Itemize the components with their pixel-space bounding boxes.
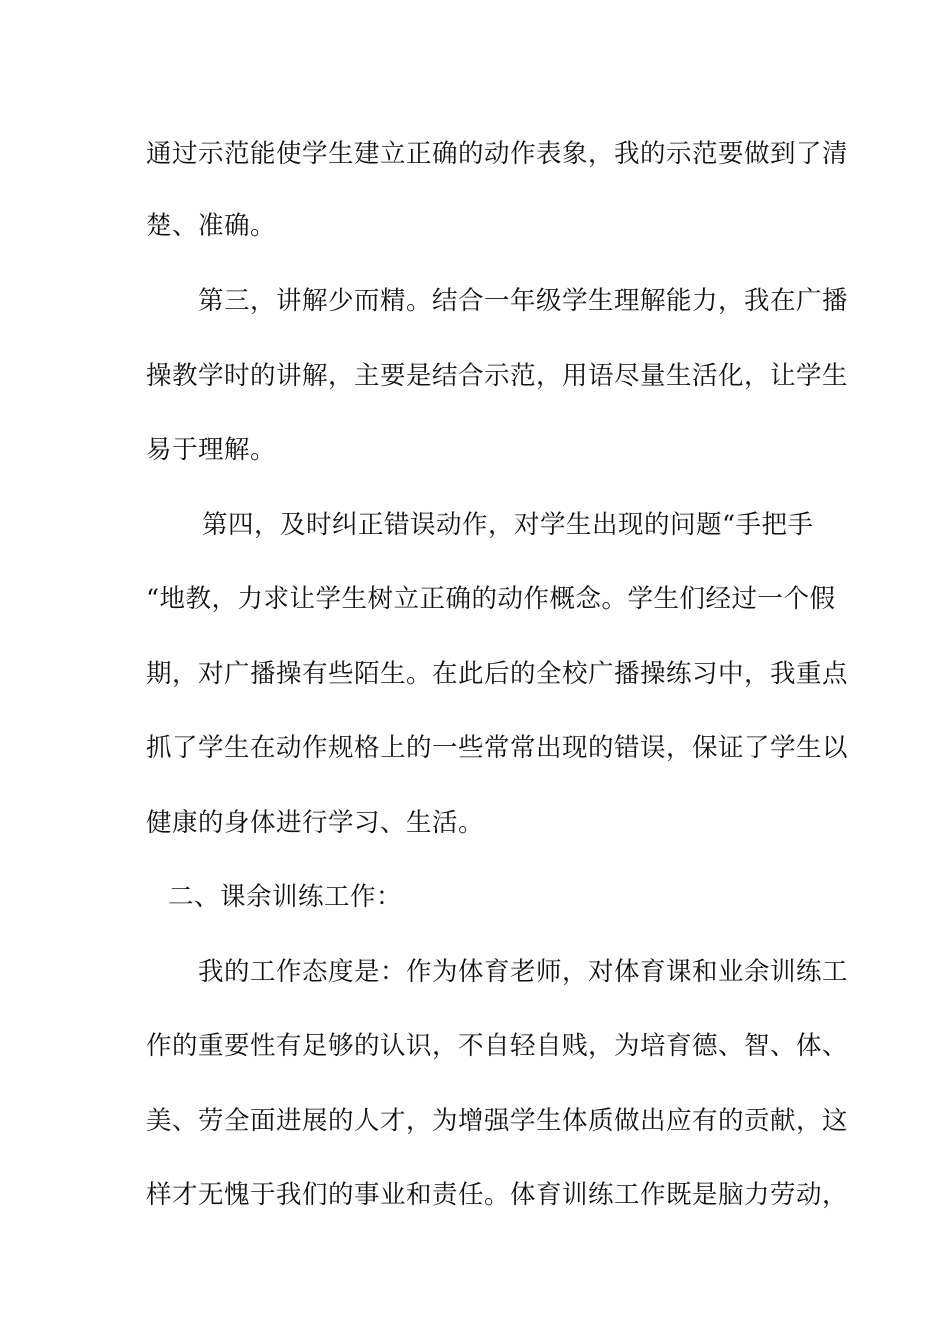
text-line: 期，对广播操有些陌生。在此后的全校广播操练习中，我重点 — [146, 659, 849, 689]
text-line: 楚、准确。 — [146, 211, 277, 241]
text-line: 第四，及时纠正错误动作，对学生出现的问题“手把手 — [202, 510, 814, 540]
section-heading: 二、课余训练工作： — [168, 882, 403, 912]
text-line: 易于理解。 — [146, 435, 277, 465]
text-line: 我的工作态度是：作为体育老师，对体育课和业余训练工 — [198, 957, 849, 987]
text-line: 通过示范能使学生建立正确的动作表象，我的示范要做到了清 — [146, 139, 849, 169]
text-line: 健康的身体进行学习、生活。 — [146, 808, 485, 838]
text-line: 作的重要性有足够的认识，不自轻自贱，为培育德、智、体、 — [146, 1031, 849, 1061]
text-line: 美、劳全面进展的人才，为增强学生体质做出应有的贡献，这 — [146, 1106, 849, 1136]
text-line: 样才无愧于我们的事业和责任。体育训练工作既是脑力劳动， — [146, 1180, 849, 1210]
text-line: 操教学时的讲解，主要是结合示范，用语尽量生活化，让学生 — [146, 361, 849, 391]
text-line: “地教，力求让学生树立正确的动作概念。学生们经过一个假 — [146, 584, 836, 614]
text-line: 第三，讲解少而精。结合一年级学生理解能力，我在广播 — [198, 286, 849, 316]
text-line: 抓了学生在动作规格上的一些常常出现的错误，保证了学生以 — [146, 733, 849, 763]
